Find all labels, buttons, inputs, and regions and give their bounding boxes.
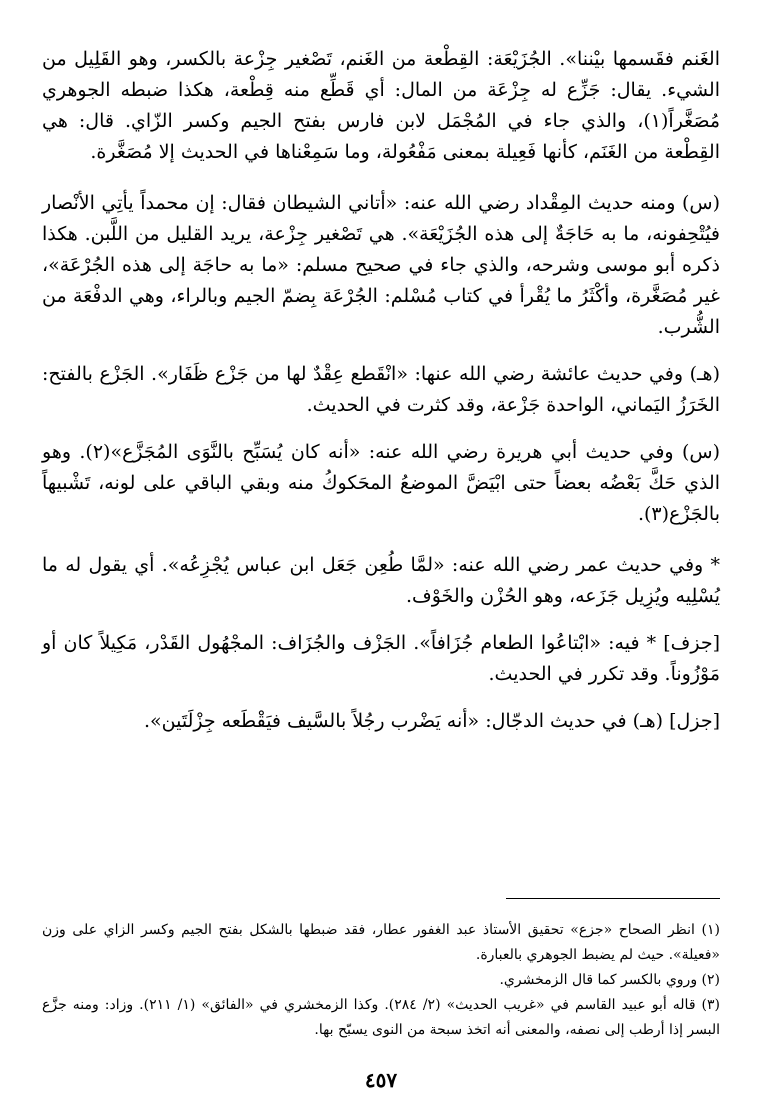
paragraph-aisha-hadith: (هـ) وفي حديث عائشة رضي الله عنها: «انْقَطع عِقْدٌ لها من جَزْع ظَفَار». الجَزْع بالفتح: الخَرَزُ اليَماني، الواحدة جَزْعة، وقد كثرت في الحديث. bbox=[42, 363, 720, 416]
page-number: ٤٥٧ bbox=[364, 1068, 398, 1092]
entry-jazl: [جزل] (هـ) في حديث الدجّال: «أنه يَضْرب رجُلاً بالسَّيف فيَقْطَعه جِزْلَتَين». bbox=[144, 710, 720, 732]
footnote-divider bbox=[506, 898, 720, 899]
main-text bbox=[42, 44, 720, 737]
paragraph-umar-hadith: * وفي حديث عمر رضي الله عنه: «لمَّا طُعِن جَعَل ابن عباس يُجْزِعُه». أي يقول له ما يُسْلِيه ويُزِيل جَزَعه، وهو الحُزْن والخَوْف. bbox=[42, 554, 720, 607]
paragraph-continuation: الغَنم فقَسمها بيْننا». الجُزَيْعَة: القِطْعة من الغَنم، تَصْغير جِزْعة بالكسر، وهو القَلِيل من الشيء. يقال: جَزِّع له جِزْعَة من المال: أي قَطِّع منه قِطْعة، هكذا ضبطه الجوهري مُصَغَّراً(١)، والذي جاء في المُجْمَل لابن فارس بفتح الجيم وكسر الزّاي. قال: هي القِطْعة من الغَنَم، كأنها فَعِيلة بمعنى مَفْعُولة، وما سَمِعْناها في الحديث إلا مُصَغَّرة. bbox=[42, 48, 720, 163]
footnote-1: (١) انظر الصحاح «جزع» تحقيق الأستاذ عبد الغفور عطار، فقد ضبطها بالشكل بفتح الجيم وكسر الزاي على وزن «فعيلة». حيث لم يضبط الجوهري بالعبارة. bbox=[42, 922, 720, 963]
paragraph-miqdad-hadith: (س) ومنه حديث المِقْداد رضي الله عنه: «أتاني الشيطان فقال: إن محمداً يأتِي الأنْصار فيُتْحِفونه، ما به حَاجَةٌ إلى هذه الجُزَيْعَة». هي تَصْغير جِزْعة، يريد القليل من اللَّبن. هكذا ذكره أبو موسى وشرحه، والذي جاء في صحيح مسلم: «ما به حاجَة إلى هذه الجُرْعَة»، غير مُصَغَّرة، وأكْثَرُ ما يُقْرأ في كتاب مُسْلم: الجُرْعَة بِضمّ الجيم وبالراء، وهي الدفْعَة من الشُّرب. bbox=[42, 192, 720, 338]
footnote-2: (٢) وروي بالكسر كما قال الزمخشري. bbox=[499, 972, 720, 988]
entry-jazf: [جزف] * فيه: «ابْتاعُوا الطعام جُزَافاً». الجَزْف والجُزَاف: المجْهُول القَدْر، مَكِيلاً كان أو مَوْزُوناً. وقد تكرر في الحديث. bbox=[42, 632, 720, 685]
paragraph-abu-hurayra-hadith: (س) وفي حديث أبي هريرة رضي الله عنه: «أنه كان يُسَبِّح بالنَّوَى المُجَزَّع»(٢). وهو الذي حَكَّ بَعْضُه بعضاً حتى ابْيَضَّ الموضعُ المحَكوكُ منه وبقي الباقي على لونه، تَشْبيهاً بالجَزْع(٣). bbox=[42, 441, 720, 525]
footnote-3: (٣) قاله أبو عبيد القاسم في «غريب الحديث» (٢/ ٢٨٤). وكذا الزمخشري في «الفائق» (١/ ٢١١). وزاد: ومنه جزَّع البسر إذا أرطب إلى نصفه، والمعنى أنه اتخذ سبحة من النوى يسبّح بها. bbox=[42, 997, 721, 1038]
footnotes bbox=[42, 918, 720, 1043]
